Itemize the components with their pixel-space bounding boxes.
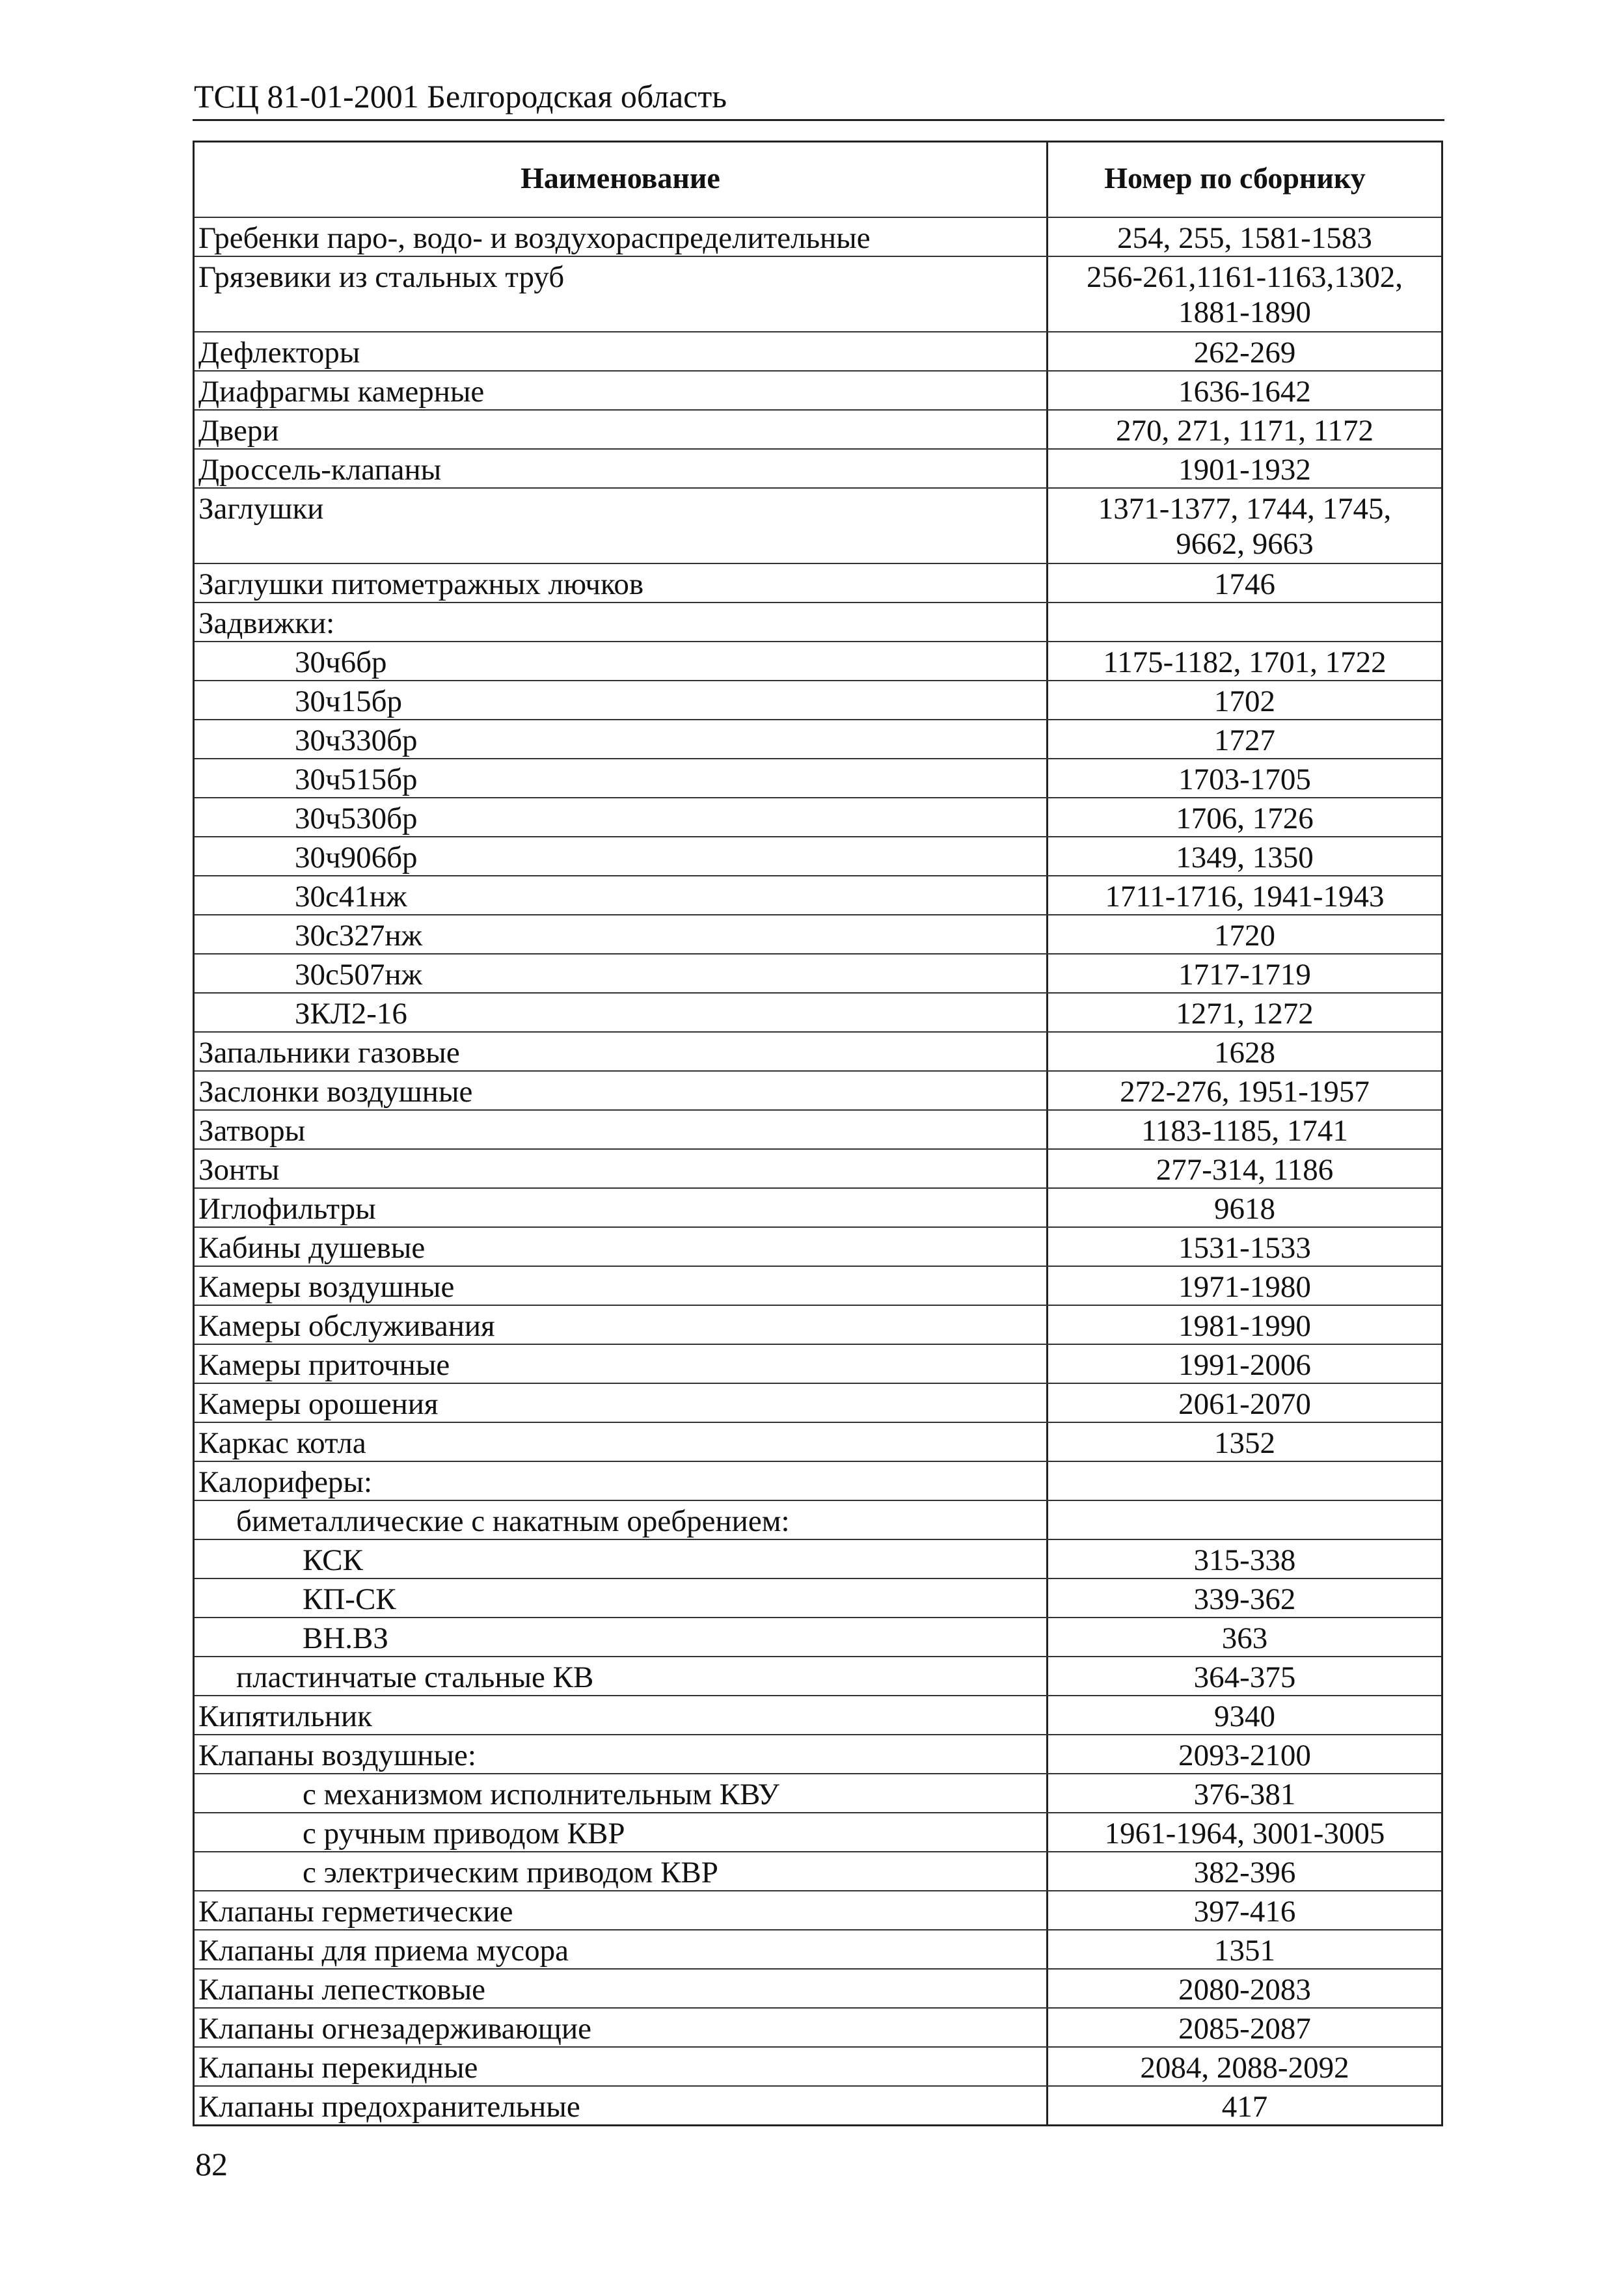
row-number: 1901-1932 bbox=[1178, 453, 1311, 487]
row-name: Клапаны предохранительные bbox=[195, 2087, 1048, 2124]
table-row bbox=[195, 1111, 1441, 1150]
table-row bbox=[195, 1189, 1441, 1228]
row-number: 1628 bbox=[1214, 1036, 1275, 1070]
row-number: 1706, 1726 bbox=[1176, 802, 1314, 835]
row-name: 30ч15бр bbox=[195, 681, 1048, 719]
row-number: 2084, 2088-2092 bbox=[1140, 2051, 1349, 2085]
row-name: биметаллические с накатным оребрением: bbox=[195, 1501, 1048, 1539]
table-row bbox=[195, 915, 1441, 955]
table-row bbox=[195, 1072, 1441, 1111]
table-row bbox=[195, 1618, 1441, 1657]
row-number: 270, 271, 1171, 1172 bbox=[1115, 414, 1374, 448]
index-table bbox=[193, 141, 1443, 2126]
row-name: Клапаны герметические bbox=[195, 1891, 1048, 1929]
row-number: 1183-1185, 1741 bbox=[1141, 1114, 1348, 1148]
table-row bbox=[195, 1735, 1441, 1774]
row-name: Запальники газовые bbox=[195, 1033, 1048, 1070]
row-name: Камеры орошения bbox=[195, 1384, 1048, 1422]
table-row bbox=[195, 1306, 1441, 1345]
table-row bbox=[195, 1657, 1441, 1696]
row-number: 254, 255, 1581-1583 bbox=[1117, 221, 1372, 255]
row-name: Камеры воздушные bbox=[195, 1267, 1048, 1305]
row-number: 272-276, 1951-1957 bbox=[1120, 1075, 1370, 1109]
row-name: Заглушки bbox=[195, 489, 1048, 563]
row-number: 1717-1719 bbox=[1178, 958, 1311, 992]
table-row bbox=[195, 1462, 1441, 1501]
row-number: 1711-1716, 1941-1943 bbox=[1105, 880, 1385, 914]
row-name: пластинчатые стальные КВ bbox=[195, 1657, 1048, 1695]
row-number: 256-261,1161-1163,1302, 1881-1890 bbox=[1086, 260, 1403, 329]
table-row bbox=[195, 2048, 1441, 2087]
row-number: 2080-2083 bbox=[1178, 1973, 1311, 2007]
row-number: 277-314, 1186 bbox=[1156, 1153, 1334, 1187]
row-number: 9618 bbox=[1214, 1192, 1275, 1226]
row-name: Иглофильтры bbox=[195, 1189, 1048, 1226]
table-row bbox=[195, 720, 1441, 759]
page-number: 82 bbox=[195, 2146, 228, 2182]
row-name: ЗКЛ2-16 bbox=[195, 994, 1048, 1031]
row-name: 30ч6бр bbox=[195, 642, 1048, 680]
table-row bbox=[195, 1423, 1441, 1462]
row-name: с ручным приводом КВР bbox=[195, 1813, 1048, 1851]
table-row bbox=[195, 489, 1441, 564]
row-name: 30ч530бр bbox=[195, 798, 1048, 836]
row-number: 1271, 1272 bbox=[1176, 997, 1314, 1031]
row-name: Клапаны перекидные bbox=[195, 2048, 1048, 2085]
table-row bbox=[195, 218, 1441, 257]
row-number: 315-338 bbox=[1193, 1543, 1296, 1577]
row-number: 339-362 bbox=[1193, 1582, 1296, 1616]
row-number: 1746 bbox=[1214, 567, 1275, 601]
row-number: 9340 bbox=[1214, 1700, 1275, 1733]
table-row bbox=[195, 450, 1441, 489]
row-name: Заглушки питометражных лючков bbox=[195, 564, 1048, 602]
row-name: ВН.ВЗ bbox=[195, 1618, 1048, 1656]
row-number: 1351 bbox=[1214, 1934, 1275, 1968]
row-number: 1981-1990 bbox=[1178, 1309, 1311, 1343]
table-row bbox=[195, 2009, 1441, 2048]
row-name: Камеры приточные bbox=[195, 1345, 1048, 1383]
row-name: Двери bbox=[195, 411, 1048, 448]
table-row bbox=[195, 603, 1441, 642]
row-number: 2085-2087 bbox=[1178, 2012, 1311, 2046]
table-row bbox=[195, 1774, 1441, 1813]
table-row bbox=[195, 1970, 1441, 2009]
row-number: 1349, 1350 bbox=[1176, 841, 1314, 874]
row-name: 30с327нж bbox=[195, 915, 1048, 953]
table-row bbox=[195, 798, 1441, 837]
table-row bbox=[195, 642, 1441, 681]
row-number: 1703-1705 bbox=[1178, 763, 1311, 796]
row-name: КСК bbox=[195, 1540, 1048, 1578]
row-name: Калориферы: bbox=[195, 1462, 1048, 1500]
table-header-row bbox=[195, 142, 1441, 218]
table-row bbox=[195, 1579, 1441, 1618]
row-name: 30ч330бр bbox=[195, 720, 1048, 758]
row-name: 30с507нж bbox=[195, 955, 1048, 992]
row-name: Клапаны для приема мусора bbox=[195, 1930, 1048, 1968]
table-row bbox=[195, 1501, 1441, 1540]
row-number: 363 bbox=[1221, 1621, 1268, 1655]
table-row bbox=[195, 876, 1441, 915]
row-number bbox=[1048, 603, 1441, 641]
row-name: Диафрагмы камерные bbox=[195, 372, 1048, 409]
table-row bbox=[195, 681, 1441, 720]
row-name: Затворы bbox=[195, 1111, 1048, 1148]
row-number: 1636-1642 bbox=[1178, 375, 1311, 409]
page-header: ТСЦ 81-01-2001 Белгородская область bbox=[194, 78, 727, 115]
row-name: Заслонки воздушные bbox=[195, 1072, 1048, 1109]
row-number: 1961-1964, 3001-3005 bbox=[1104, 1817, 1385, 1850]
row-number: 1702 bbox=[1214, 684, 1275, 718]
row-number bbox=[1048, 1462, 1441, 1500]
row-number: 262-269 bbox=[1193, 336, 1296, 370]
table-row bbox=[195, 2087, 1441, 2124]
table-row bbox=[195, 1267, 1441, 1306]
row-number: 376-381 bbox=[1193, 1778, 1296, 1811]
row-number: 2061-2070 bbox=[1178, 1387, 1311, 1421]
row-name: Задвижки: bbox=[195, 603, 1048, 641]
row-number: 397-416 bbox=[1193, 1895, 1296, 1929]
table-row bbox=[195, 1345, 1441, 1384]
row-name: Каркас котла bbox=[195, 1423, 1048, 1461]
row-number: 1175-1182, 1701, 1722 bbox=[1103, 645, 1387, 679]
table-row bbox=[195, 1228, 1441, 1267]
row-number: 1720 bbox=[1214, 919, 1275, 953]
row-name: Дефлекторы bbox=[195, 332, 1048, 370]
row-number: 1352 bbox=[1214, 1426, 1275, 1460]
row-number: 417 bbox=[1221, 2090, 1268, 2124]
row-name: Клапаны лепестковые bbox=[195, 1970, 1048, 2007]
row-number: 1727 bbox=[1214, 724, 1275, 757]
row-name: КП-СК bbox=[195, 1579, 1048, 1617]
table-row bbox=[195, 1852, 1441, 1891]
row-name: 30ч515бр bbox=[195, 759, 1048, 797]
row-number bbox=[1048, 1501, 1441, 1539]
row-name: с электрическим приводом КВР bbox=[195, 1852, 1048, 1890]
row-number: 1991-2006 bbox=[1178, 1348, 1311, 1382]
row-number: 2093-2100 bbox=[1178, 1739, 1311, 1772]
row-number: 382-396 bbox=[1193, 1856, 1296, 1889]
row-number: 1371-1377, 1744, 1745, 9662, 9663 bbox=[1098, 492, 1392, 561]
table-row bbox=[195, 257, 1441, 332]
table-row bbox=[195, 759, 1441, 798]
table-row bbox=[195, 1384, 1441, 1423]
table-row bbox=[195, 1033, 1441, 1072]
column-header-name: Наименование bbox=[195, 142, 1048, 217]
table-row bbox=[195, 1150, 1441, 1189]
row-name: Кабины душевые bbox=[195, 1228, 1048, 1266]
table-row bbox=[195, 1930, 1441, 1970]
table-row bbox=[195, 372, 1441, 411]
table-row bbox=[195, 1696, 1441, 1735]
table-row bbox=[195, 955, 1441, 994]
row-number: 1971-1980 bbox=[1178, 1270, 1311, 1304]
row-name: Гребенки паро-, водо- и воздухораспределительные bbox=[195, 218, 1048, 256]
table-row bbox=[195, 837, 1441, 876]
table-row bbox=[195, 1891, 1441, 1930]
table-row bbox=[195, 1540, 1441, 1579]
row-name: Зонты bbox=[195, 1150, 1048, 1187]
row-name: Грязевики из стальных труб bbox=[195, 257, 1048, 331]
table-row bbox=[195, 564, 1441, 603]
row-name: 30с41нж bbox=[195, 876, 1048, 914]
table-row bbox=[195, 411, 1441, 450]
table-row bbox=[195, 994, 1441, 1033]
row-name: с механизмом исполнительным КВУ bbox=[195, 1774, 1048, 1812]
row-name: Клапаны воздушные: bbox=[195, 1735, 1048, 1773]
row-name: 30ч906бр bbox=[195, 837, 1048, 875]
row-number: 364-375 bbox=[1193, 1660, 1296, 1694]
table-row bbox=[195, 1813, 1441, 1852]
row-name: Дроссель-клапаны bbox=[195, 450, 1048, 487]
row-name: Кипятильник bbox=[195, 1696, 1048, 1734]
column-header-number: Номер по сборнику bbox=[1104, 161, 1366, 195]
row-name: Камеры обслуживания bbox=[195, 1306, 1048, 1344]
row-name: Клапаны огнезадерживающие bbox=[195, 2009, 1048, 2046]
header-divider bbox=[193, 119, 1444, 121]
row-number: 1531-1533 bbox=[1178, 1231, 1311, 1265]
table-row bbox=[195, 332, 1441, 372]
